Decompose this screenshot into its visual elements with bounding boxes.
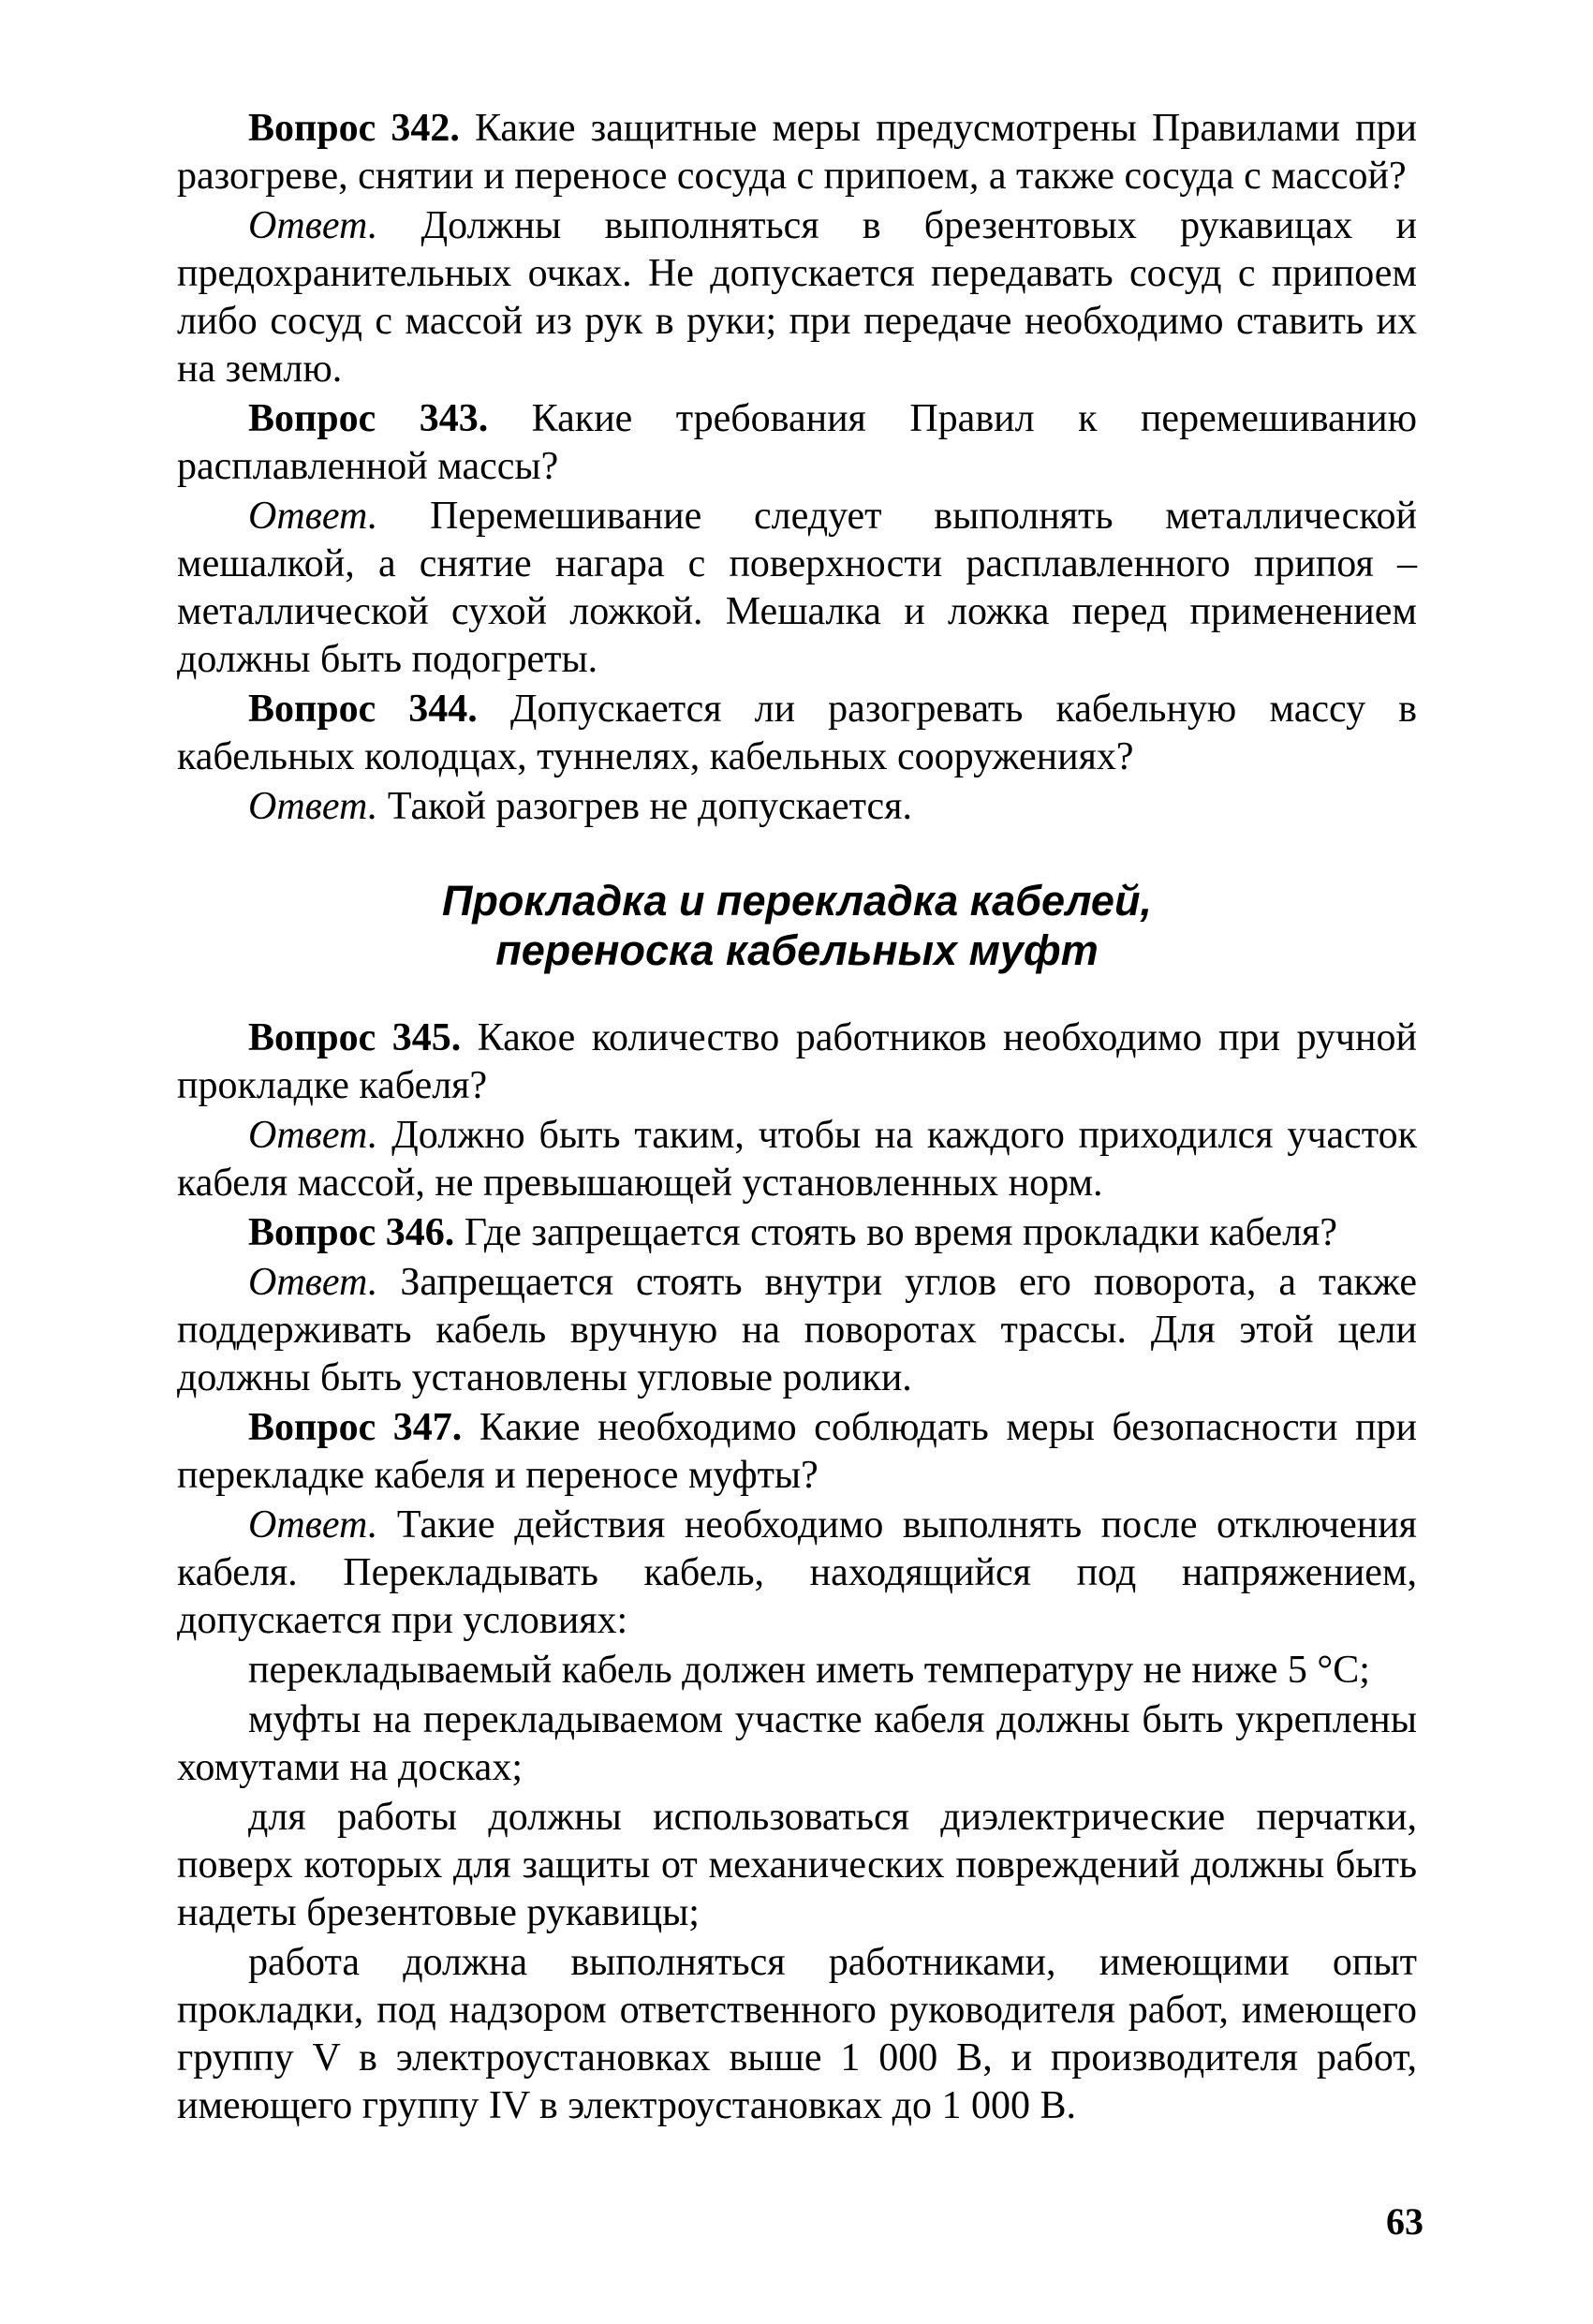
answer-label: Ответ. bbox=[248, 1261, 378, 1304]
answer-346 bbox=[177, 1259, 1417, 1402]
page-number: 63 bbox=[1386, 2200, 1423, 2243]
answer-text: Должны выполняться в брезентовых рукавицах и предохранительных очках. Не допускается передавать сосуд с припоем либо сосуд с массой из рук в руки; при передаче необходимо ставить их на землю. bbox=[177, 204, 1417, 391]
section-heading bbox=[177, 876, 1417, 975]
question-344 bbox=[177, 686, 1417, 781]
answer-347 bbox=[177, 1502, 1417, 1645]
question-343 bbox=[177, 395, 1417, 491]
answer-text: Такой разогрев не допускается. bbox=[377, 785, 912, 828]
answer-343 bbox=[177, 493, 1417, 684]
question-342 bbox=[177, 105, 1417, 200]
answer-text: Должно быть таким, чтобы на каждого приходился участок кабеля массой, не превышающей установленных норм. bbox=[177, 1114, 1417, 1205]
condition-item: муфты на перекладываемом участке кабеля должны быть укреплены хомутами на досках; bbox=[177, 1698, 1417, 1789]
condition-item: работа должна выполняться работниками, имеющими опыт прокладки, под надзором ответственного руководителя работ, имеющего группу V в электроустановках выше 1 000 В, и производителя работ, имеющего группу IV в электроустановках до 1 000 В. bbox=[177, 1941, 1417, 2127]
answer-text: Такие действия необходимо выполнять после отключения кабеля. Перекладывать кабель, находящийся под напряжением, допускается при условиях: bbox=[177, 1503, 1417, 1642]
answer-text: Перемешивание следует выполнять металлической мешалкой, а снятие нагара с поверхности расплавленного припоя – металлической сухой ложкой. Мешалка и ложка перед применением должны быть подогреты. bbox=[177, 495, 1417, 681]
condition-item: перекладываемый кабель должен иметь температуру не ниже 5 °С; bbox=[248, 1649, 1370, 1692]
question-label: Вопрос 343. bbox=[248, 397, 489, 440]
question-345 bbox=[177, 1014, 1417, 1110]
question-text: Где запрещается стоять во время прокладки кабеля? bbox=[454, 1211, 1338, 1254]
answer-342 bbox=[177, 202, 1417, 393]
question-text: Какие требования Правил к перемешиванию расплавленной массы? bbox=[177, 397, 1417, 488]
question-text: Какие защитные меры предусмотрены Правилами при разогреве, снятии и переносе сосуда с припоем, а также сосуда с массой? bbox=[177, 107, 1417, 198]
answer-label: Ответ. bbox=[248, 204, 378, 247]
answer-text: Запрещается стоять внутри углов его поворота, а также поддерживать кабель вручную на поворотах трассы. Для этой цели должны быть установлены угловые ролики. bbox=[177, 1261, 1417, 1399]
question-label: Вопрос 347. bbox=[248, 1406, 463, 1449]
condition-item: для работы должны использоваться диэлектрические перчатки, поверх которых для защиты от механических повреждений должны быть надеты брезентовые рукавицы; bbox=[177, 1796, 1417, 1934]
question-text: Какое количество работников необходимо при ручной прокладке кабеля? bbox=[177, 1016, 1417, 1107]
question-label: Вопрос 344. bbox=[248, 688, 478, 731]
answer-label: Ответ. bbox=[248, 1503, 378, 1547]
answer-label: Ответ. bbox=[248, 1114, 378, 1157]
section-heading-line-2: переноска кабельных муфт bbox=[495, 926, 1099, 974]
page-body bbox=[177, 105, 1417, 2132]
answer-344 bbox=[177, 783, 1417, 831]
question-text: Допускается ли разогревать кабельную массу в кабельных колодцах, туннелях, кабельных сооружениях? bbox=[177, 688, 1417, 778]
section-heading-line-1: Прокладка и перекладка кабелей, bbox=[442, 877, 1152, 925]
question-label: Вопрос 342. bbox=[248, 107, 460, 150]
answer-label: Ответ. bbox=[248, 495, 378, 538]
question-text: Какие необходимо соблюдать меры безопасности при перекладке кабеля и переносе муфты? bbox=[177, 1406, 1417, 1497]
question-346 bbox=[177, 1209, 1417, 1257]
question-347 bbox=[177, 1404, 1417, 1500]
answer-345 bbox=[177, 1112, 1417, 1207]
answer-label: Ответ. bbox=[248, 785, 378, 828]
question-label: Вопрос 345. bbox=[248, 1016, 462, 1059]
question-label: Вопрос 346. bbox=[248, 1211, 455, 1254]
